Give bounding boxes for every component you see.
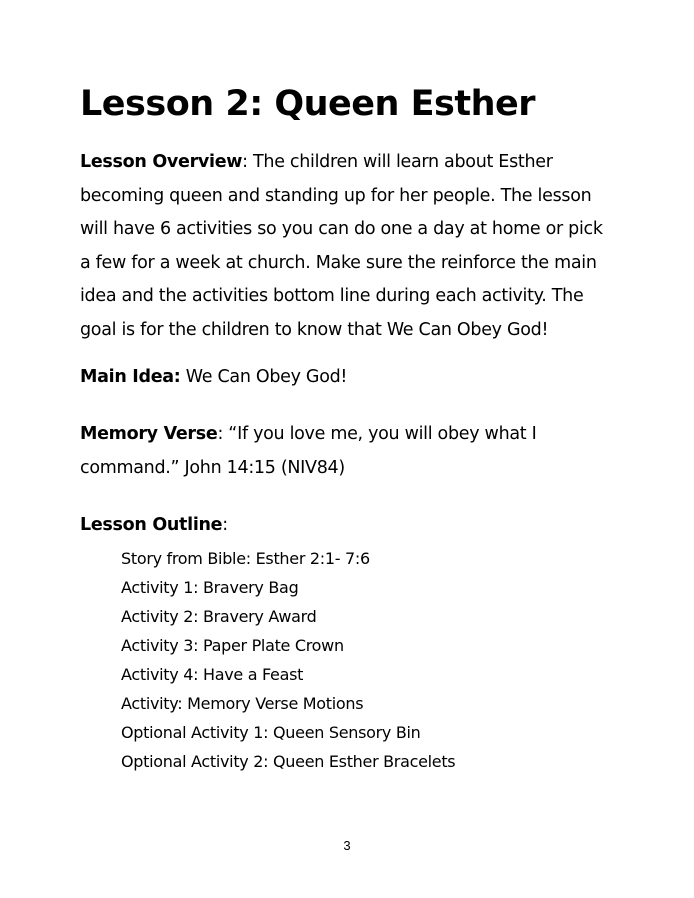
outline-item: Activity: Memory Verse Motions xyxy=(121,694,364,713)
lesson-overview-label: Lesson Overview xyxy=(80,152,243,172)
outline-item: Story from Bible: Esther 2:1- 7:6 xyxy=(121,549,370,568)
outline-item: Optional Activity 1: Queen Sensory Bin xyxy=(121,723,421,742)
main-idea xyxy=(80,361,615,395)
lesson-outline-colon: : xyxy=(222,515,228,535)
memory-verse xyxy=(80,418,615,485)
lesson-outline-heading xyxy=(80,509,615,543)
main-idea-label: Main Idea: xyxy=(80,367,181,387)
page-title: Lesson 2: Queen Esther xyxy=(80,84,536,124)
outline-item: Optional Activity 2: Queen Esther Bracelets xyxy=(121,752,456,771)
main-idea-text: We Can Obey God! xyxy=(180,367,348,387)
lesson-overview xyxy=(80,146,615,348)
outline-item: Activity 2: Bravery Award xyxy=(121,607,317,626)
memory-verse-text: : “If you love me, you will obey what I command.” John 14:15 (NIV84) xyxy=(80,424,537,478)
memory-verse-label: Memory Verse xyxy=(80,424,218,444)
lesson-outline-label: Lesson Outline xyxy=(80,515,223,535)
outline-item: Activity 1: Bravery Bag xyxy=(121,578,299,597)
page-number: 3 xyxy=(343,838,351,853)
outline-item: Activity 4: Have a Feast xyxy=(121,665,304,684)
lesson-overview-text: : The children will learn about Esther becoming queen and standing up for her people. The lesson will have 6 activities so you can do one a day at home or pick a few for a week at church. Make sure the reinforce the main idea and the activities bottom line during each activity. The goal is for the children to know that We Can Obey God! xyxy=(80,152,603,340)
lesson-outline-list xyxy=(121,544,455,776)
outline-item: Activity 3: Paper Plate Crown xyxy=(121,636,344,655)
